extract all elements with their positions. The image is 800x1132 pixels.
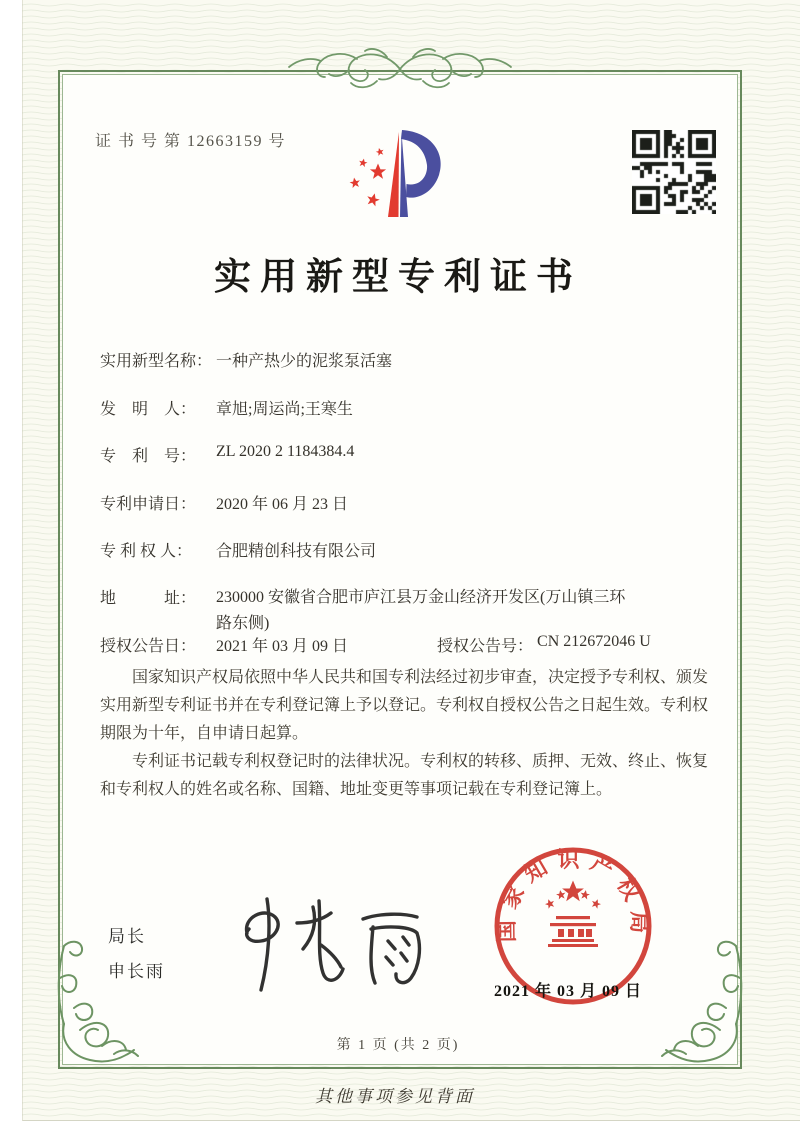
cnipa-logo-icon	[340, 124, 452, 222]
certificate-number: 证 书 号 第 12663159 号	[95, 133, 287, 150]
field-row-invention-name	[100, 348, 392, 371]
legal-paragraph: 专利证书记载专利权登记时的法律状况。专利权的转移、质押、无效、终止、恢复和专利权人的姓名或名称、国籍、地址变更等事项记载在专利登记簿上。	[100, 753, 709, 798]
field-label: 专 利 权 人：	[100, 543, 193, 560]
qr-code	[632, 130, 716, 214]
legal-paragraph: 国家知识产权局依照中华人民共和国专利法经过初步审查，决定授予专利权、颁发实用新型专利证书并在专利登记簿上予以登记。专利权自授权公告之日起生效。专利权期限为十年，自申请日起算。	[100, 669, 709, 742]
field-value: CN 212672046 U	[537, 633, 651, 650]
commissioner-signature	[225, 893, 425, 995]
seal-date: 2021 年 03 月 09 日	[494, 983, 643, 1000]
field-value: 合肥精创科技有限公司	[216, 543, 377, 560]
seal-agency-text: 国家知识产权局	[493, 846, 653, 943]
field-value: 章旭;周运尚;王寒生	[216, 401, 353, 418]
certificate-title: 实用新型专利证书	[214, 257, 582, 298]
field-label: 授权公告号：	[437, 638, 534, 655]
field-row-patent-number	[100, 443, 354, 466]
field-label: 发 明 人：	[100, 401, 197, 418]
top-scroll-ornament-icon	[283, 42, 517, 96]
field-value: 2020 年 06 月 23 日	[216, 496, 349, 513]
field-row-address	[100, 585, 638, 637]
field-label: 实用新型名称：	[100, 353, 213, 370]
field-value: 一种产热少的泥浆泵活塞	[216, 353, 393, 370]
field-value: 2021 年 03 月 09 日	[216, 638, 349, 655]
back-note: 其他事项参见背面	[315, 1087, 475, 1106]
field-label: 地 址：	[100, 590, 197, 607]
corner-flourish-icon	[658, 938, 750, 1076]
field-label: 专利申请日：	[100, 496, 197, 513]
page-number: 第 1 页 (共 2 页)	[336, 1038, 460, 1053]
field-value: ZL 2020 2 1184384.4	[216, 443, 355, 460]
legal-paragraphs	[100, 664, 718, 804]
field-row-filing-date	[100, 491, 348, 514]
field-label: 专 利 号：	[100, 448, 197, 465]
field-row-grant	[100, 633, 651, 656]
commissioner-title: 局长	[108, 927, 146, 946]
field-label: 授权公告日：	[100, 638, 197, 655]
field-value: 230000 安徽省合肥市庐江县万金山经济开发区(万山镇三环路东侧)	[216, 589, 626, 632]
field-row-inventors	[100, 396, 353, 419]
field-row-patentee	[100, 538, 376, 561]
commissioner-name: 申长雨	[108, 962, 165, 981]
